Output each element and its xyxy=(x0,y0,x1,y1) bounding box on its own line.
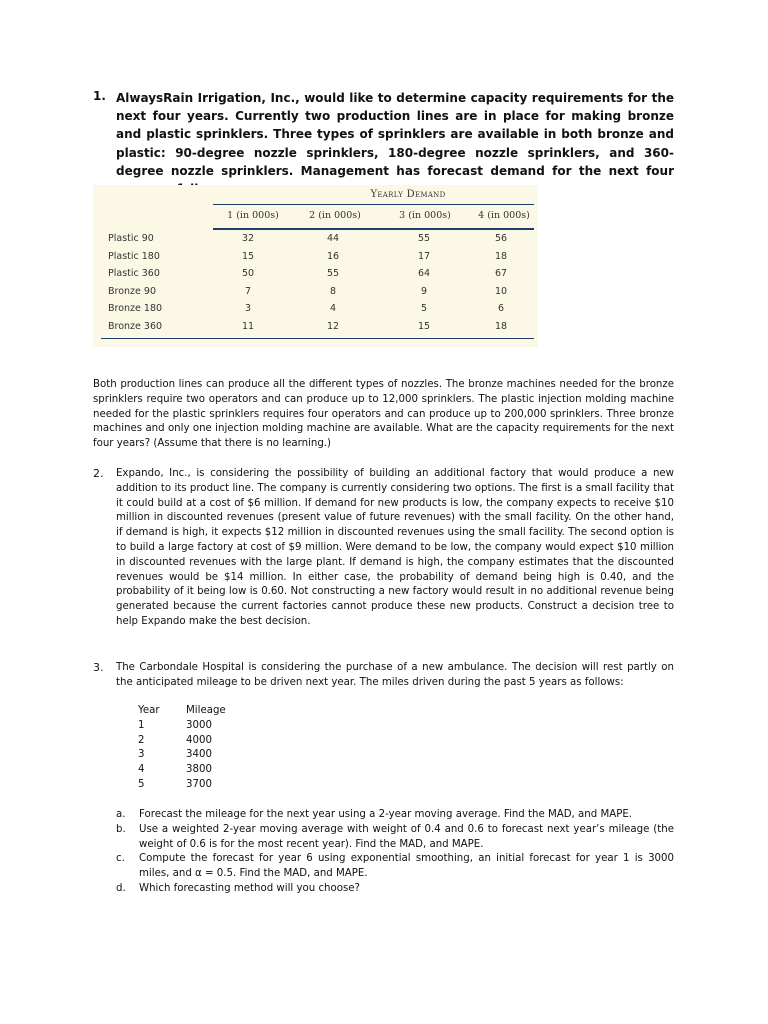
demand-cell: 50 xyxy=(241,268,255,279)
demand-cell: 4 xyxy=(329,303,337,314)
mileage-cell: 3400 xyxy=(186,749,212,761)
row-label: Bronze 90 xyxy=(108,286,156,297)
demand-cell: 55 xyxy=(417,233,431,244)
sub-d-label: d. xyxy=(116,883,126,894)
demand-cell: 56 xyxy=(494,233,508,244)
year-header: Year xyxy=(138,705,160,716)
sub-b-text: Use a weighted 2-year moving average with weight of 0.4 and 0.6 to forecast next year’s mileage (the weight of 0.6 is for the most recent year). Find the MAD, and MAPE. xyxy=(139,824,674,850)
column-header-4: 4 (in 000s) xyxy=(478,210,530,221)
row-label: Plastic 90 xyxy=(108,233,154,244)
year-cell: 3 xyxy=(138,749,145,761)
demand-cell: 8 xyxy=(329,286,337,297)
question-3-text: The Carbondale Hospital is considering the purchase of a new ambulance. The decision will rest partly on the anticipated mileage to be driven next year. The miles driven during the past 5 years as follows: xyxy=(116,662,674,688)
mileage-cell: 4000 xyxy=(186,734,212,746)
year-cell: 5 xyxy=(138,778,145,790)
sub-a-text: Forecast the mileage for the next year using a 2-year moving average. Find the MAD, and MAPE. xyxy=(139,809,633,820)
row-label: Bronze 180 xyxy=(108,303,163,314)
question-1-number: 1. xyxy=(93,89,106,103)
question-2-text: Expando, Inc., is considering the possibility of building an additional factory that would produce a new addition to its product line. The company is currently considering two options. The first is a small facility that it could build at a cost of $6 million. If demand for new products is low, the company expects to receive $10 million in discounted revenues (present value of future revenues) with the small facility. On the other hand, if demand is high, it expects $12 million in discounted revenues using the small facility. The second option is to build a large factory at cost of $9 million. Were demand to be low, the company would expect $10 million in discounted revenues with the large plant. If demand is high, the company estimates that the discounted revenues would be $14 million. In either case, the probability of demand being high is 0.40, and the probability of it being low is 0.60. Not constructing a new factory would result in no additional revenue being generated because the current factories cannot produce these new products. Construct a decision tree to help Expando make the best decision. xyxy=(116,468,674,627)
year-cell: 4 xyxy=(138,764,145,776)
row-label: Plastic 180 xyxy=(108,251,160,262)
demand-cell: 18 xyxy=(494,251,508,262)
yearly-demand-table xyxy=(93,185,538,347)
row-label: Bronze 360 xyxy=(108,321,163,332)
demand-cell: 44 xyxy=(326,233,340,244)
mileage-cell: 3800 xyxy=(186,764,212,776)
demand-cell: 55 xyxy=(326,268,340,279)
table-row xyxy=(138,763,226,778)
table-rule-bottom xyxy=(101,338,534,339)
demand-cell: 7 xyxy=(244,286,252,297)
table-title xyxy=(308,189,508,200)
sub-d-text: Which forecasting method will you choose? xyxy=(139,883,360,894)
mileage-cell: 3700 xyxy=(186,778,212,790)
sub-c-text: Compute the forecast for year 6 using exponential smoothing, an initial forecast for year 1 is 3000 miles, and α = 0.5. Find the MAD, and MAPE. xyxy=(139,853,674,879)
table-row xyxy=(138,734,226,749)
column-header-2: 2 (in 000s) xyxy=(309,210,361,221)
column-header-1: 1 (in 000s) xyxy=(227,210,279,221)
sub-b-label: b. xyxy=(116,824,126,835)
column-header-3: 3 (in 000s) xyxy=(399,210,451,221)
mileage-cell: 3000 xyxy=(186,719,212,731)
sub-c-label: c. xyxy=(116,853,125,864)
year-cell: 1 xyxy=(138,719,145,731)
year-cell: 2 xyxy=(138,734,145,746)
demand-cell: 12 xyxy=(326,321,340,332)
demand-cell: 17 xyxy=(417,251,431,262)
sub-a-label: a. xyxy=(116,809,126,820)
demand-cell: 32 xyxy=(241,233,255,244)
table-row xyxy=(138,719,226,734)
demand-cell: 15 xyxy=(417,321,431,332)
question-2-number: 2. xyxy=(93,467,104,480)
table-row xyxy=(138,748,226,763)
demand-cell: 11 xyxy=(241,321,255,332)
demand-cell: 6 xyxy=(497,303,505,314)
demand-cell: 67 xyxy=(494,268,508,279)
demand-cell: 10 xyxy=(494,286,508,297)
mileage-table xyxy=(138,704,226,793)
table-row xyxy=(138,778,226,793)
question-3-number: 3. xyxy=(93,661,104,674)
mileage-header-row xyxy=(138,704,226,719)
demand-cell: 9 xyxy=(420,286,428,297)
demand-cell: 3 xyxy=(244,303,252,314)
demand-cell: 15 xyxy=(241,251,255,262)
table-rule-top xyxy=(213,204,534,205)
row-label: Plastic 360 xyxy=(108,268,160,279)
table-rule-header xyxy=(213,228,534,230)
question-1-text: AlwaysRain Irrigation, Inc., would like to determine capacity requirements for the next four years. Currently two production lines are in place for making bronze and plastic sprinklers. Three types of sprinklers are available in both bronze and plastic: 90-degree nozzle sprinklers, 180-degree nozzle sprinklers, and 360-degree nozzle sprinklers. Management has forecast demand for the next four xyxy=(116,91,674,178)
question-1-followup: Both production lines can produce all the different types of nozzles. The bronze machines needed for the bronze sprinklers require two operators and can produce up to 12,000 sprinklers. The plastic injection molding machine needed for the plastic sprinklers requires four operators and can produce up to 200,000 sprinklers. Three bronze machines and only one injection molding machine are available. What are the capacity requirements for the next four years? (Assume that there is no learning.) xyxy=(93,379,674,450)
mileage-header: Mileage xyxy=(186,705,226,716)
demand-cell: 16 xyxy=(326,251,340,262)
table-title-text: Yearly Demand xyxy=(370,189,446,200)
demand-cell: 64 xyxy=(417,268,431,279)
demand-cell: 5 xyxy=(420,303,428,314)
demand-cell: 18 xyxy=(494,321,508,332)
